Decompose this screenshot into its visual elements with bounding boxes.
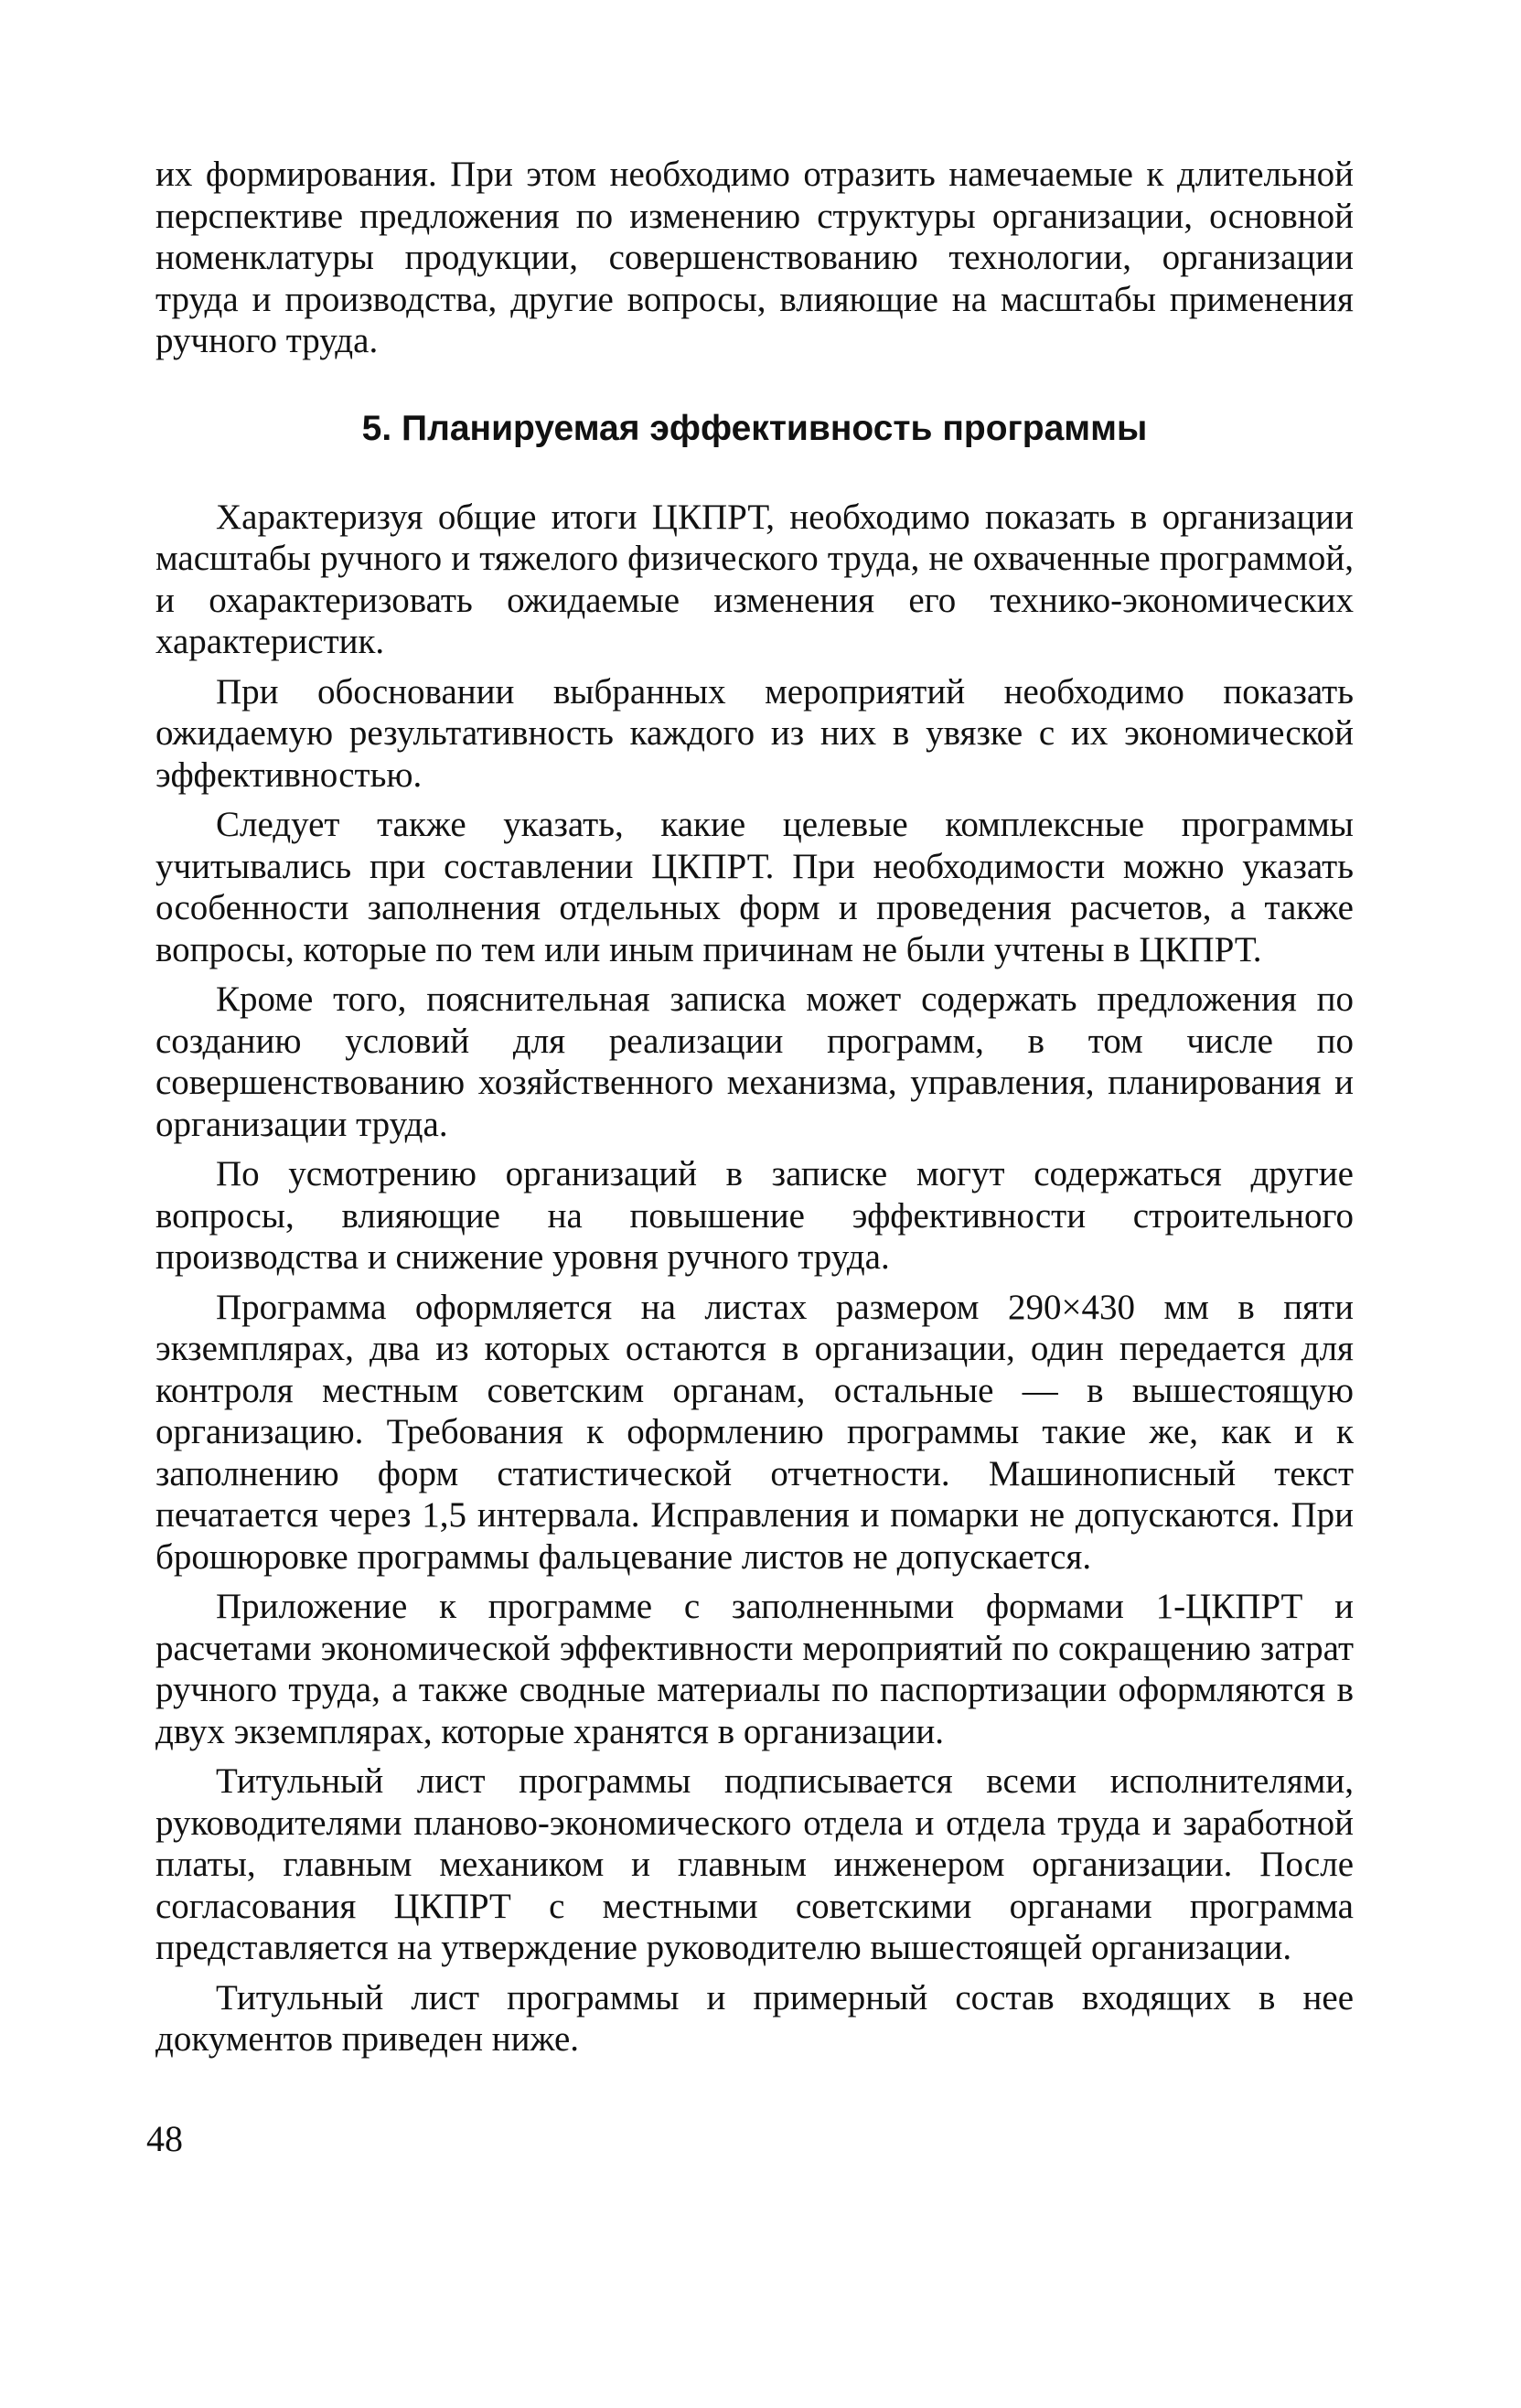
paragraph: Программа оформляется на листах размером 290×430 мм в пяти экземплярах, два из которых остаются в организации, один передается для контроля местным советским органам, остальные — в вышестоящую организацию. Требования к оформлению программы такие же, как и к заполнению форм статистической отчетности. Машинописный текст печатается через 1,5 интервала. Исправления и помарки не допускаются. При брошюровке программы фальцевание листов не допускается.: [155, 1287, 1354, 1577]
paragraph: При обосновании выбранных мероприятий необходимо показать ожидаемую результативность каждого из них в увязке с их экономической эффективностью.: [155, 671, 1354, 795]
paragraph: Характеризуя общие итоги ЦКПРТ, необходимо показать в организации масштабы ручного и тяжелого физического труда, не охваченные программой, и охарактеризовать ожидаемые изменения его технико-экономических характеристик.: [155, 497, 1354, 661]
paragraph: Приложение к программе с заполненными формами 1-ЦКПРТ и расчетами экономической эффективности мероприятий по сокращению затрат ручного труда, а также сводные материалы по паспортизации оформляются в двух экземплярах, которые хранятся в организации.: [155, 1587, 1354, 1751]
section-heading: 5. Планируемая эффективность программы: [361, 408, 1148, 448]
body-text: [155, 154, 1354, 2069]
paragraph: Титульный лист программы и примерный состав входящих в нее документов приведен ниже.: [155, 1977, 1354, 2059]
intro-paragraph: их формирования. При этом необходимо отразить намечаемые к длительной перспективе предложения по изменению структуры организации, основной номенклатуры продукции, совершенствованию технологии, организации труда и производства, другие вопросы, влияющие на масштабы применения ручного труда.: [155, 155, 1354, 360]
paragraph: Кроме того, пояснительная записка может содержать предложения по созданию условий для реализации программ, в том числе по совершенствованию хозяйственного механизма, управления, планирования и организации труда.: [155, 979, 1354, 1144]
page-number: 48: [146, 2118, 183, 2159]
paragraph: Следует также указать, какие целевые комплексные программы учитывались при составлении ЦКПРТ. При необходимости можно указать особенности заполнения отдельных форм и проведения расчетов, а также вопросы, которые по тем или иным причинам не были учтены в ЦКПРТ.: [155, 805, 1354, 969]
paragraph: Титульный лист программы подписывается всеми исполнителями, руководителями планово-экономического отдела и отдела труда и заработной платы, главным механиком и главным инженером организации. После согласования ЦКПРТ с местными советскими органами программа представляется на утверждение руководителю вышестоящей организации.: [155, 1761, 1354, 1967]
paragraph: По усмотрению организаций в записке могут содержаться другие вопросы, влияющие на повышение эффективности строительного производства и снижение уровня ручного труда.: [155, 1154, 1354, 1277]
